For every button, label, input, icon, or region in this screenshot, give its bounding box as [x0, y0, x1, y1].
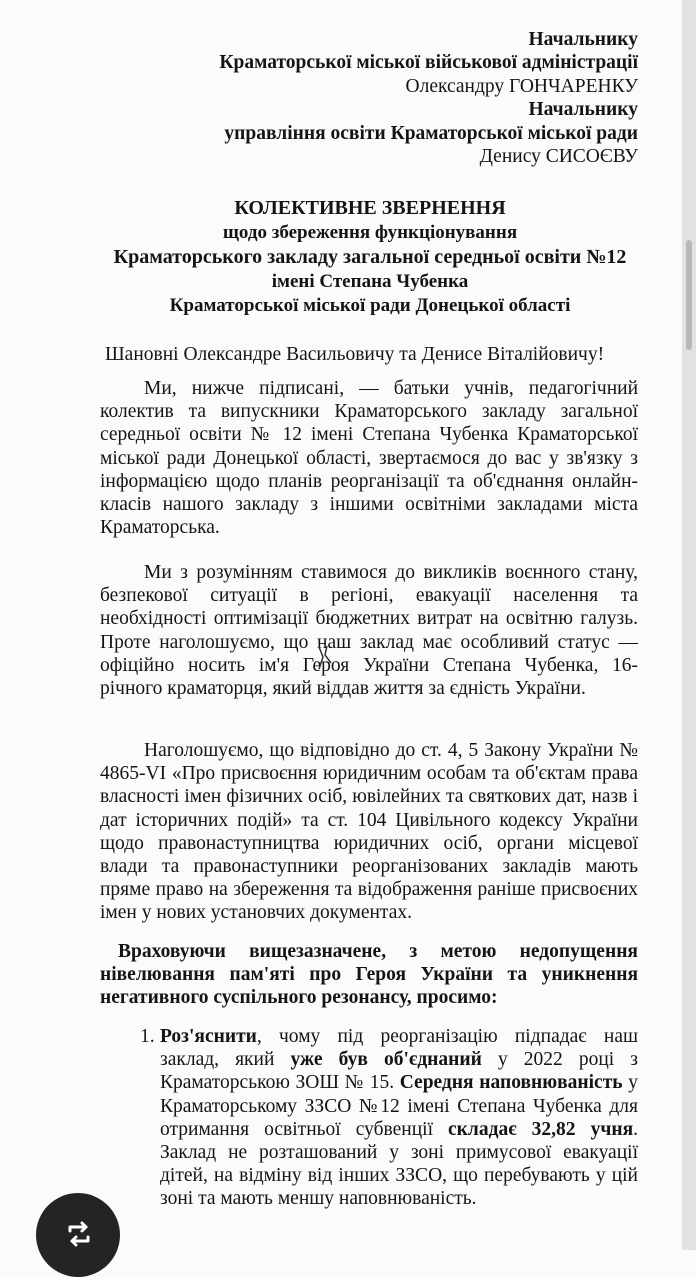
list-item-text-6: у Краматорському ЗЗСО №12 імені Степана Чубенка для отримання освітньої субвенції — [160, 1072, 638, 1140]
title-school: Краматорського закладу загальної середньої освіти №12 — [113, 246, 627, 268]
list-item-bold-1: Роз'яснити — [160, 1026, 257, 1047]
request-paragraph — [100, 940, 638, 1010]
paragraph-2 — [100, 561, 638, 700]
list-item-number: 1. — [140, 1026, 155, 1047]
list-item-bold-3: Середня наповнюваність — [399, 1072, 623, 1094]
repost-button[interactable] — [36, 1193, 120, 1277]
scrollbar[interactable] — [682, 0, 696, 1250]
list-item-bold-2: уже був об'єднаний — [290, 1049, 482, 1071]
title-subject: щодо збереження функціонування — [222, 221, 518, 243]
addressee-position-1: Начальнику — [528, 29, 638, 50]
list-item-text — [160, 1025, 638, 1211]
paragraph-2-text: Ми з розумінням ставимося до викликів воєнного стану, безпекової ситуації в регіоні, евакуації населення та необхідності оптимізації бюджетних витрат на освітню галузь. Проте наголошуємо, що наш заклад має особливий статус — офіційно носить ім'я Героя України Степана Чубенка, 16-річного краматорця, який віддав життя за єдність України. — [100, 562, 638, 700]
addressee-organization-2: управління освіти Краматорської міської ради — [224, 122, 638, 144]
list-item-text-2: , чому під реорганізацію підпадає наш заклад, який — [160, 1026, 638, 1071]
greeting: Шановні Олександре Васильовичу та Денисе Віталійовичу! — [105, 344, 605, 365]
title-council: Краматорської міської ради Донецької області — [169, 295, 571, 316]
list-item-text-8: . Заклад не розташований у зоні примусової евакуації дітей, на відміну від інших ЗЗСО, що перебувають у цій зоні та мають меншу наповнюваність. — [160, 1118, 638, 1210]
paragraph-1-text: Ми, нижче підписані, — батьки учнів, педагогічний колектив та випускники Краматорського закладу загальної середньої освіти № 12 імені Степана Чубенка Краматорської міської ради Донецької області, звертаємося до вас у зв'язку з інформацією щодо планів реорганізації та об'єднання онлайн-класів нашого закладу з іншими освітніми закладами міста Краматорська. — [100, 378, 638, 539]
request-text: Враховуючи вищезазначене, з метою недопущення нівелювання пам'яті про Героя України та уникнення негативного суспільного резонансу, просимо: — [100, 941, 638, 1009]
addressee-name-1: Олександру ГОНЧАРЕНКУ — [405, 75, 638, 97]
addressee-organization-1: Краматорської міської військової адміністрації — [219, 52, 638, 74]
document-title — [60, 196, 680, 319]
scrollbar-thumb[interactable] — [686, 240, 692, 350]
repost-icon — [64, 1219, 94, 1249]
paragraph-1 — [100, 377, 638, 539]
addressee-position-2: Начальнику — [528, 99, 638, 121]
paragraph-3 — [100, 739, 638, 925]
pen-mark — [313, 643, 339, 673]
title-school-name: імені Степана Чубенка — [271, 270, 469, 292]
addressee-block — [219, 28, 638, 168]
list-item-bold-4: складає 32,82 учня — [448, 1118, 634, 1140]
paragraph-3-text: Наголошуємо, що відповідно до ст. 4, 5 Закону України № 4865-VI «Про присвоєння юридичним особам та об'єктам права власності імен фізичних осіб, ювілейних та святкових дат, назв і дат історичних подій» та ст. 104 Цивільного кодексу України щодо правонаступництва юридичних осіб, органи місцевої влади та правонаступники реорганізованих закладів мають пряме право на збереження та відображення раніше присвоєних імен у нових установчих документах. — [100, 740, 638, 924]
addressee-name-2: Денису СИСОЄВУ — [479, 146, 638, 168]
list-item — [140, 1025, 638, 1211]
list-item-text-4: у 2022 році з Краматорською ЗОШ № 15. — [160, 1049, 638, 1094]
title-heading: КОЛЕКТИВНЕ ЗВЕРНЕННЯ — [234, 197, 506, 219]
